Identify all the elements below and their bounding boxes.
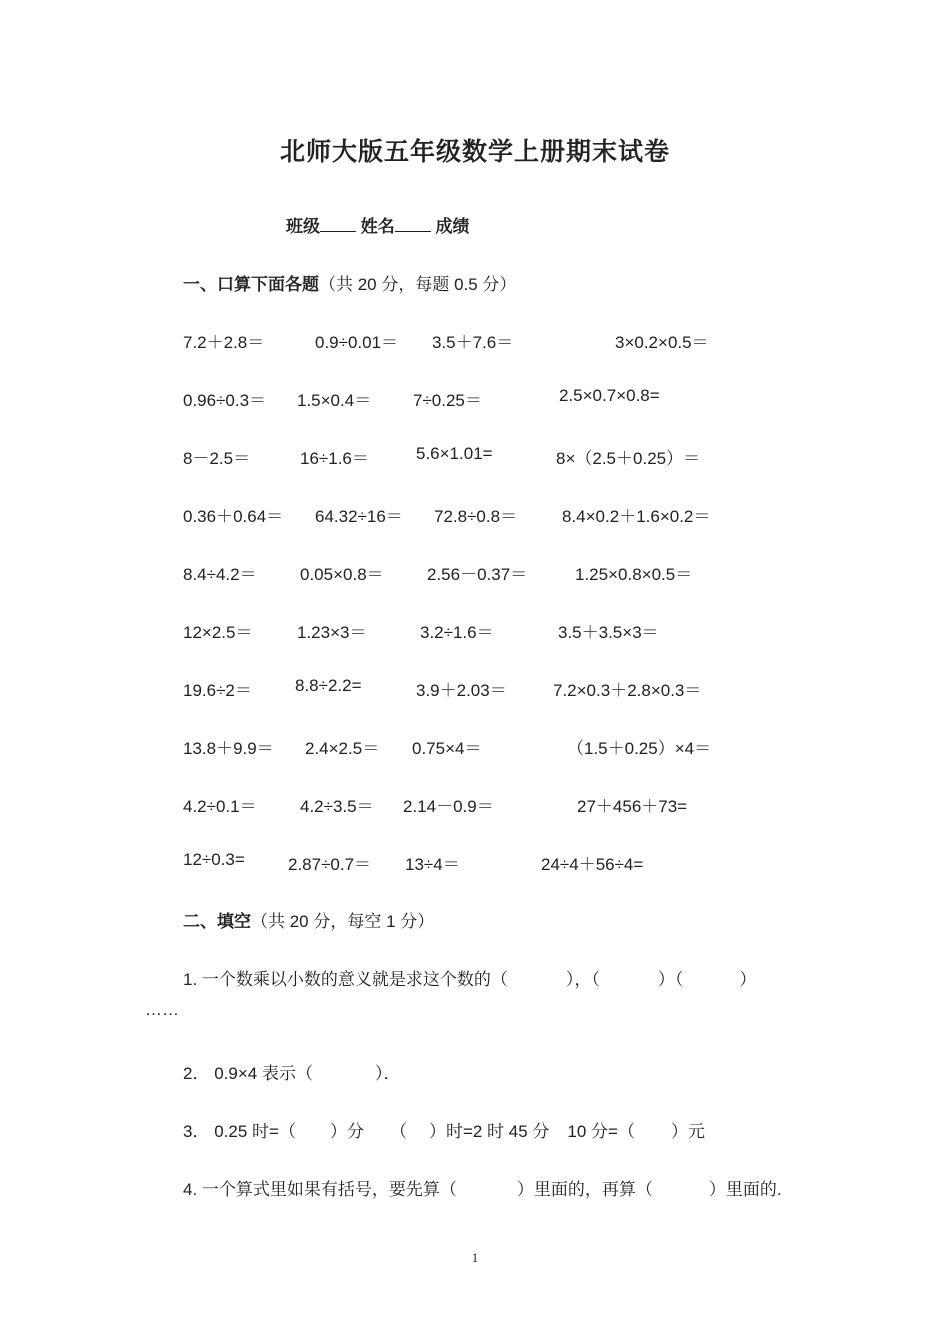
question-3-part-b: （ xyxy=(389,1122,407,1141)
section-1-header xyxy=(183,270,516,295)
oral-expression: 8.8÷2.2= xyxy=(295,676,362,695)
score-label: 成绩 xyxy=(435,217,470,236)
name-label: 姓名 xyxy=(360,217,395,236)
oral-expression: 3.9＋2.03＝ xyxy=(416,681,507,700)
oral-row xyxy=(0,444,950,468)
oral-expression: 27＋456＋73= xyxy=(577,797,688,816)
oral-expression: 24÷4＋56÷4= xyxy=(541,855,644,874)
oral-expression: 12×2.5＝ xyxy=(183,623,253,642)
section-2-note: （共 20 分，每空 1 分） xyxy=(251,912,435,931)
section-1-note: （共 20 分，每题 0.5 分） xyxy=(319,275,517,294)
question-4-text: 一个算式里如果有括号，要先算（ xyxy=(201,1180,457,1199)
oral-expression: 12÷0.3= xyxy=(183,850,245,869)
class-blank xyxy=(320,217,356,232)
question-4-number: 4. xyxy=(183,1180,198,1199)
question-2-number: 2． xyxy=(183,1064,210,1083)
oral-row xyxy=(0,618,950,642)
name-blank xyxy=(395,217,431,232)
oral-expression: 0.05×0.8＝ xyxy=(300,565,384,584)
oral-expression: 72.8÷0.8＝ xyxy=(434,507,518,526)
oral-expression: 2.14－0.9＝ xyxy=(403,797,494,816)
oral-row xyxy=(0,676,950,700)
question-4-end: ）里面的. xyxy=(708,1180,782,1199)
question-3-part-c-end: ）元 xyxy=(670,1122,705,1141)
oral-expression: 0.75×4＝ xyxy=(412,739,482,758)
question-4-middle: ）里面的，再算（ xyxy=(516,1180,653,1199)
question-1-paren-3: ） xyxy=(739,970,757,989)
oral-expression: 8.4×0.2＋1.6×0.2＝ xyxy=(562,507,711,526)
question-2 xyxy=(183,1059,400,1084)
oral-expression: 3.5＋3.5×3＝ xyxy=(558,623,659,642)
question-2-text: 0.9×4 表示（ xyxy=(214,1064,313,1083)
oral-expression: 1.5×0.4＝ xyxy=(297,391,372,410)
oral-expression: 7.2×0.3＋2.8×0.3＝ xyxy=(553,681,702,700)
oral-row xyxy=(0,734,950,758)
class-label: 班级 xyxy=(286,217,320,236)
question-1-text: 一个数乘以小数的意义就是求这个数的（ xyxy=(201,970,508,989)
question-1 xyxy=(183,965,756,990)
question-1-number: 1. xyxy=(183,970,198,989)
section-2-heading: 二、填空 xyxy=(183,912,251,931)
oral-row xyxy=(0,502,950,526)
oral-expression: 4.2÷3.5＝ xyxy=(300,797,374,816)
question-4 xyxy=(183,1175,782,1200)
oral-expression: 7.2＋2.8＝ xyxy=(183,333,265,352)
page-number: 1 xyxy=(471,1250,479,1265)
question-3-part-a-end: ）分 xyxy=(329,1122,364,1141)
question-1-paren-1: ），（ xyxy=(565,970,600,989)
oral-row xyxy=(0,386,950,410)
oral-expression: （1.5＋0.25）×4＝ xyxy=(567,739,712,758)
section-2-header xyxy=(183,907,434,932)
question-1-ellipsis: …… xyxy=(145,1000,179,1019)
oral-expression: 3×0.2×0.5＝ xyxy=(615,333,709,352)
oral-expression: 0.96÷0.3＝ xyxy=(183,391,267,410)
oral-expression: 8－2.5＝ xyxy=(183,449,251,468)
oral-row xyxy=(0,560,950,584)
page-title: 北师大版五年级数学上册期末试卷 xyxy=(279,137,670,166)
question-2-end: ）． xyxy=(374,1064,401,1083)
oral-expression: 5.6×1.01= xyxy=(416,444,493,463)
oral-expression: 0.36＋0.64＝ xyxy=(183,507,284,526)
question-3-part-b-end: ）时=2 时 45 分 xyxy=(428,1122,550,1141)
oral-expression: 64.32÷16＝ xyxy=(315,507,403,526)
oral-expression: 8×（2.5＋0.25）＝ xyxy=(556,449,701,468)
oral-expression: 7÷0.25＝ xyxy=(413,391,482,410)
oral-expression: 13÷4＝ xyxy=(405,855,460,874)
oral-expression: 2.4×2.5＝ xyxy=(305,739,380,758)
student-info-line xyxy=(286,212,469,237)
oral-expression: 1.23×3＝ xyxy=(297,623,367,642)
question-3-number: 3． xyxy=(183,1122,210,1141)
question-3 xyxy=(183,1117,705,1142)
question-3-part-a: 0.25 时=（ xyxy=(214,1122,296,1141)
question-3-part-c: 10 分=（ xyxy=(567,1122,635,1141)
question-1-paren-2: ）（ xyxy=(657,970,684,989)
section-1-heading: 一、口算下面各题 xyxy=(183,275,319,294)
oral-expression: 2.56－0.37＝ xyxy=(427,565,528,584)
oral-expression: 3.2÷1.6＝ xyxy=(420,623,494,642)
oral-expression: 4.2÷0.1＝ xyxy=(183,797,257,816)
oral-expression: 2.87÷0.7＝ xyxy=(288,855,372,874)
oral-expression: 1.25×0.8×0.5＝ xyxy=(575,565,693,584)
oral-expression: 2.5×0.7×0.8= xyxy=(559,386,660,405)
oral-row xyxy=(0,328,950,352)
oral-expression: 0.9÷0.01＝ xyxy=(315,333,399,352)
oral-expression: 19.6÷2＝ xyxy=(183,681,252,700)
oral-expression: 3.5＋7.6＝ xyxy=(432,333,514,352)
oral-row xyxy=(0,792,950,816)
oral-row xyxy=(0,850,950,874)
oral-expression: 13.8＋9.9＝ xyxy=(183,739,274,758)
oral-expression: 16÷1.6＝ xyxy=(300,449,369,468)
oral-expression: 8.4÷4.2＝ xyxy=(183,565,257,584)
